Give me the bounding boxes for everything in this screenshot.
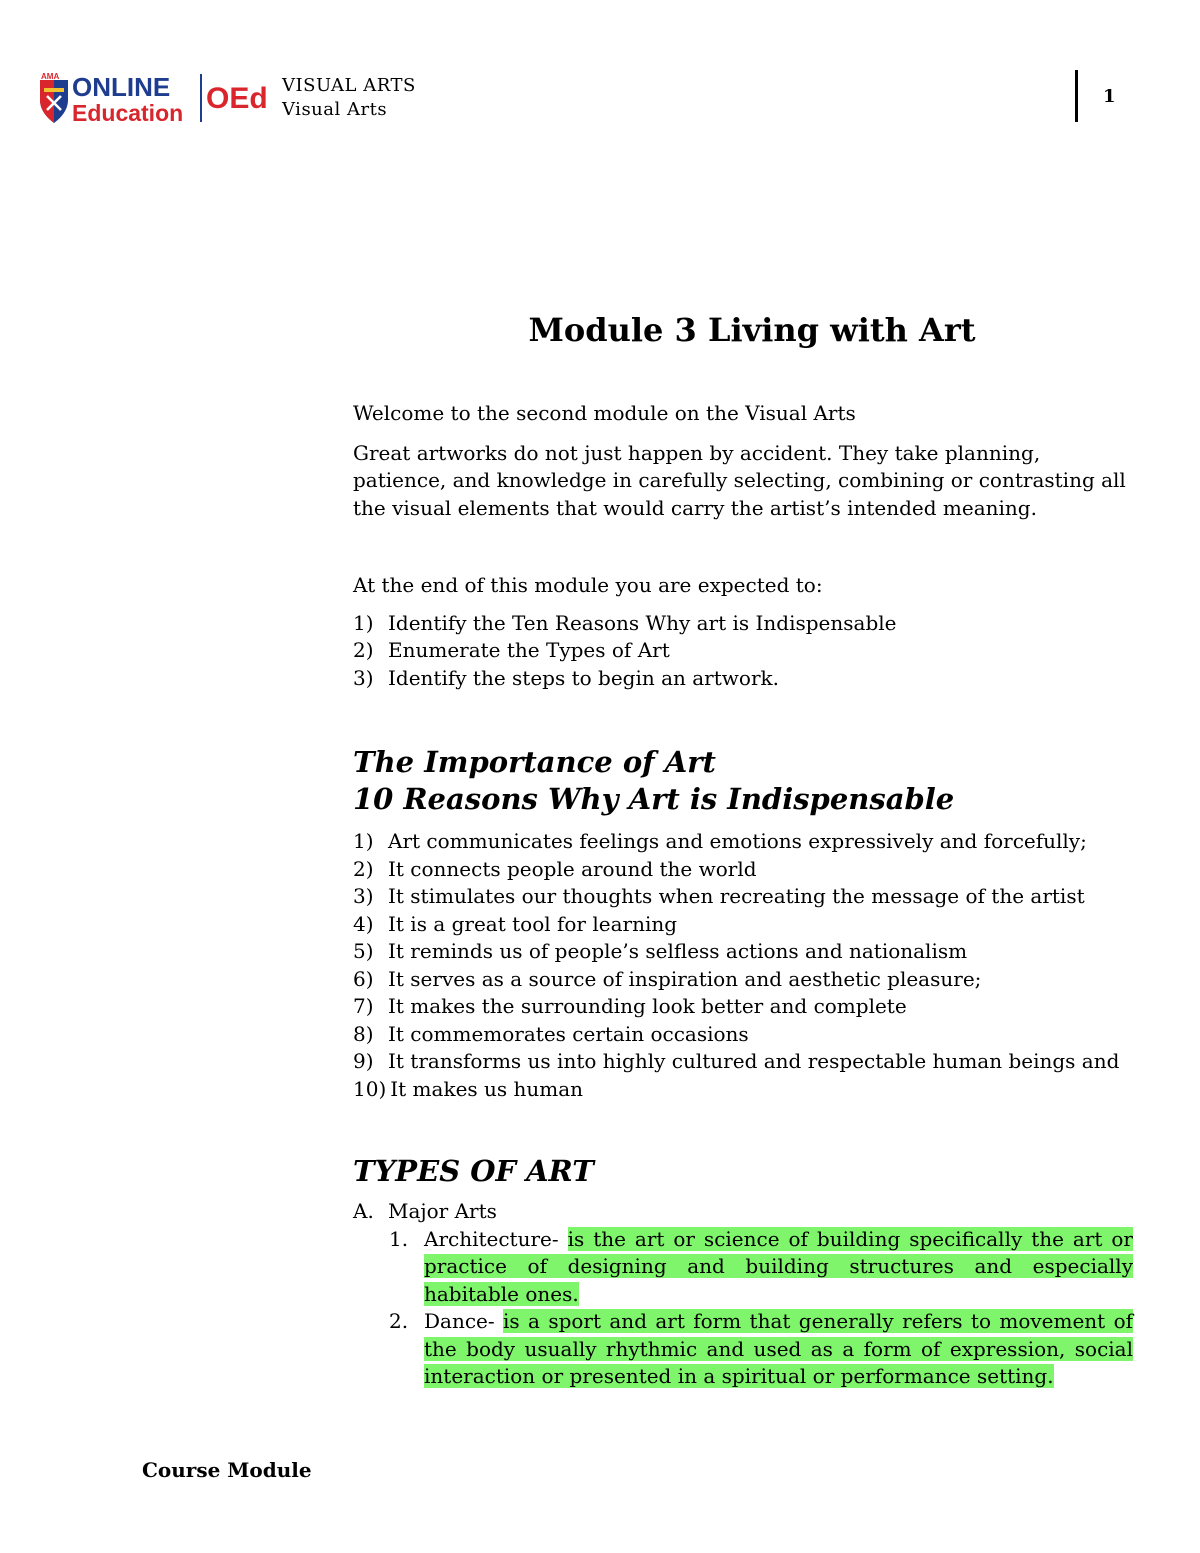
list-item: 10) It makes us human	[353, 1076, 584, 1101]
course-name: Visual Arts	[282, 99, 388, 120]
major-arts-label: A. Major Arts	[353, 1199, 497, 1223]
page-number: 1	[1103, 86, 1116, 107]
highlighted-definition: is the art or science of building specifically the art or practice of designing and building structures and especially habitable ones.	[424, 1226, 1133, 1306]
logo-badge: AMA	[41, 72, 60, 81]
course-name-upper: VISUAL ARTS	[282, 75, 416, 96]
list-item: 3) Identify the steps to begin an artwork.	[353, 665, 779, 690]
list-item: 8) It commemorates certain occasions	[353, 1021, 749, 1046]
list-item: 6) It serves as a source of inspiration and aesthetic pleasure;	[353, 966, 982, 991]
highlighted-definition: is a sport and art form that generally refers to movement of the body usually rhythmic and used as a form of expression, social interaction or presented in a spiritual or performance setting.	[424, 1309, 1134, 1388]
footer-label: Course Module	[142, 1458, 312, 1482]
module-content	[353, 308, 1133, 1391]
list-item: 4) It is a great tool for learning	[353, 911, 678, 936]
list-item: 7) It makes the surrounding look better and complete	[353, 994, 907, 1018]
art-term: Architecture-	[424, 1226, 559, 1251]
course-header	[282, 74, 416, 122]
welcome-text: Welcome to the second module on the Visual Arts	[353, 401, 856, 425]
logo-line2: Education	[72, 100, 184, 126]
objectives-list	[353, 610, 1133, 693]
list-item: 3) It stimulates our thoughts when recreating the message of the artist	[353, 884, 1085, 908]
intro-paragraph: Great artworks do not just happen by accident. They take planning, patience, and knowledge in carefully selecting, combining or contrasting all the visual elements that would carry the artist’s intended meaning.	[353, 440, 1126, 520]
header-divider	[1075, 70, 1078, 122]
shield-icon	[40, 80, 68, 123]
types-heading: TYPES OF ART	[353, 1154, 594, 1188]
list-item: 1) Art communicates feelings and emotions expressively and forcefully;	[353, 829, 1087, 853]
logo-mark: OEd	[206, 82, 268, 115]
list-item: 2) It connects people around the world	[353, 856, 757, 881]
objectives-intro: At the end of this module you are expected to:	[353, 573, 823, 597]
online-education-logo	[38, 70, 270, 126]
reasons-list	[353, 828, 1133, 1103]
list-item: 5) It reminds us of people’s selfless actions and nationalism	[353, 939, 968, 963]
list-item: 2. Dance- is a sport and art form that generally refers to movement of the body usually rhythmic and used as a form of expression, social interaction or presented in a spiritual or performance setting.	[389, 1309, 1134, 1388]
major-arts-list	[353, 1226, 1133, 1391]
art-term: Dance-	[424, 1309, 495, 1333]
page-title: Module 3 Living with Art	[528, 311, 976, 349]
list-item: 1. Architecture- is the art or science of building specifically the art or practice of designing and building structures and especially habitable ones.	[389, 1226, 1133, 1306]
list-item: 9) It transforms us into highly cultured and respectable human beings and	[353, 1049, 1120, 1073]
importance-heading: The Importance of Art 10 Reasons Why Art is Indispensable	[353, 745, 955, 816]
list-item: 2) Enumerate the Types of Art	[353, 638, 670, 662]
list-item: 1) Identify the Ten Reasons Why art is Indispensable	[353, 610, 897, 635]
logo-line1: ONLINE	[72, 72, 171, 102]
